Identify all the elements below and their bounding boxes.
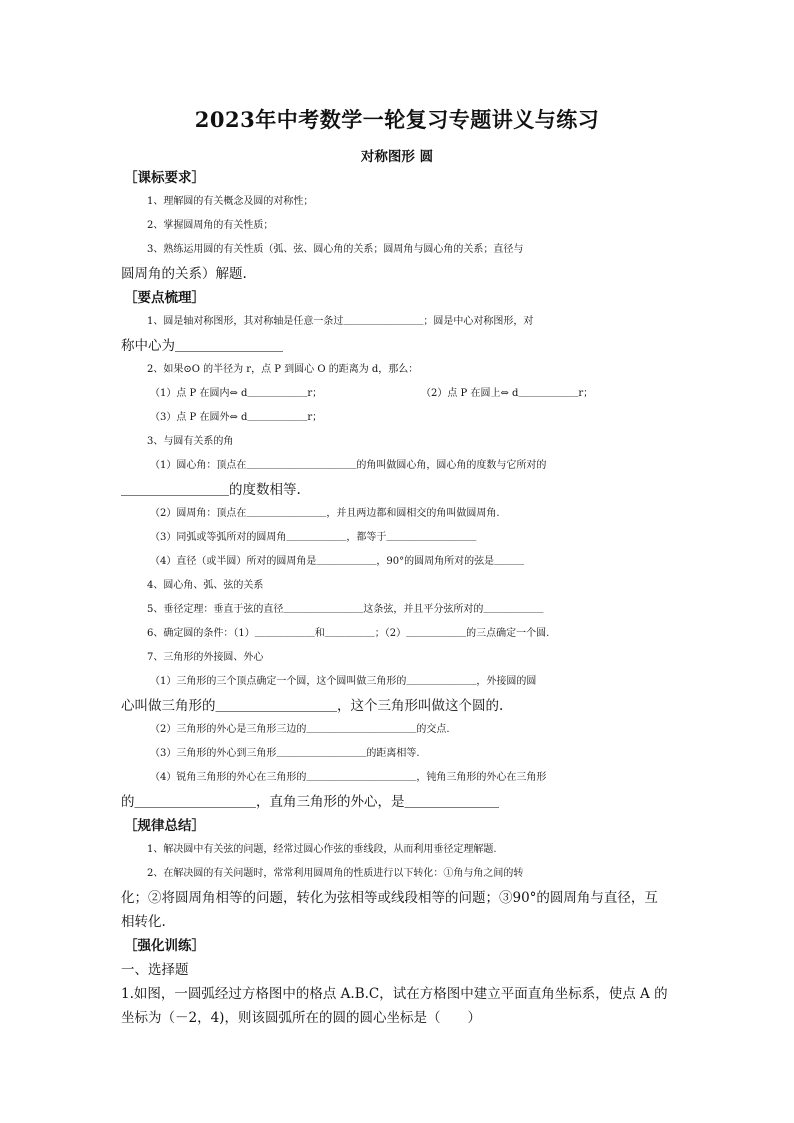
key-point-line: 心叫做三角形的＿＿＿＿＿＿＿＿＿，这个三角形叫做这个圆的. [121,698,504,714]
key-point-line: 的＿＿＿＿＿＿＿＿＿，直角三角形的外心，是＿＿＿＿＿＿＿ [121,794,499,810]
key-point-line: （3）三角形的外心到三角形＿＿＿＿＿＿＿＿＿的距离相等. [150,748,420,759]
key-point-line: （2）三角形的外心是三角形三边的＿＿＿＿＿＿＿＿＿＿＿的交点. [150,724,450,735]
key-point-line: （2）圆周角：顶点在＿＿＿＿＿＿＿＿，并且两边都和圆相交的角叫做圆周角. [150,508,500,519]
section-heading-key-points: ［要点梳理］ [124,290,205,306]
key-point-line: ＿＿＿＿＿＿＿＿的度数相等. [121,482,301,498]
summary-line: 相转化. [121,914,166,930]
summary-line: 化；②将圆周角相等的问题，转化为弦相等或线段相等的问题；③90°的圆周角与直径，互 [121,890,658,906]
summary-line: 2、在解决圆的有关问题时，常常利用圆周角的性质进行以下转化：①角与角之间的转 [147,868,524,879]
section-heading-requirements: ［课标要求］ [124,170,205,186]
condition-on: （2）点 P 在圆上⇔ d＿＿＿＿＿＿r； [421,388,594,399]
page-subtitle: 对称图形 圆 [360,149,434,165]
condition-inside: （1）点 P 在圆内⇔ d＿＿＿＿＿＿r； [150,388,323,399]
question-text: 1.如图，一圆弧经过方格图中的格点 A.B.C，试在方格图中建立平面直角坐标系，使点 A 的 [121,986,668,1002]
key-point-line: 5、垂径定理：垂直于弦的直径＿＿＿＿＿＿＿＿这条弦，并且平分弦所对的＿＿＿＿＿＿ [147,604,544,615]
key-point-line: （4）直径（或半圆）所对的圆周角是＿＿＿＿＿＿，90°的圆周角所对的弦是＿＿＿ [150,556,525,567]
key-point-line: 4、圆心角、弧、弦的关系 [147,580,264,591]
key-point-line: 2、如果⊙O 的半径为 r，点 P 到圆心 O 的距离为 d，那么： [147,364,419,375]
key-point-line: （4）锐角三角形的外心在三角形的＿＿＿＿＿＿＿＿＿＿＿，钝角三角形的外心在三角形 [150,772,547,783]
summary-line: 1、解决圆中有关弦的问题，经常过圆心作弦的垂线段，从而利用垂径定理解题. [147,844,497,855]
key-point-line: （1）三角形的三个顶点确定一个圆，这个圆叫做三角形的＿＿＿＿＿＿＿，外接圆的圆 [150,676,537,687]
requirement-item: 1、理解圆的有关概念及圆的对称性； [147,196,314,207]
key-point-line: （3）点 P 在圆外⇔ d＿＿＿＿＿＿r； [150,412,323,423]
requirement-item: 圆周角的关系）解题. [121,266,247,282]
key-point-line: （1）圆心角：顶点在＿＿＿＿＿＿＿＿＿＿＿的角叫做圆心角，圆心角的度数与它所对的 [150,460,547,471]
section-heading-summary: ［规律总结］ [124,818,205,834]
key-point-line: 7、三角形的外接圆、外心 [147,652,264,663]
key-point-line: 6、确定圆的条件：（1）＿＿＿＿＿＿和＿＿＿＿＿；（2）＿＿＿＿＿＿的三点确定一个圆. [147,628,550,639]
exercise-section-label: 一、选择题 [121,962,189,978]
key-point-line: 1、圆是轴对称图形，其对称轴是任意一条过＿＿＿＿＿＿＿＿；圆是中心对称图形，对 [147,316,534,327]
page-title: 2023年中考数学一轮复习专题讲义与练习 [194,107,600,132]
section-heading-training: ［强化训练］ [124,938,205,954]
key-point-line: 3、与圆有关系的角 [147,436,234,447]
question-text: 坐标为（－2，4)，则该圆弧所在的圆的圆心坐标是（ ） [121,1010,481,1026]
key-point-line: 称中心为＿＿＿＿＿＿＿＿ [121,338,283,354]
key-point-line: （3）同弧或等弧所对的圆周角＿＿＿＿＿＿，都等于＿＿＿＿＿＿＿＿＿ [150,532,477,543]
requirement-item: 3、熟练运用圆的有关性质（弧、弦、圆心角的关系；圆周角与圆心角的关系；直径与 [147,244,524,255]
requirement-item: 2、掌握圆周角的有关性质； [147,220,274,231]
key-point-line [150,382,710,406]
